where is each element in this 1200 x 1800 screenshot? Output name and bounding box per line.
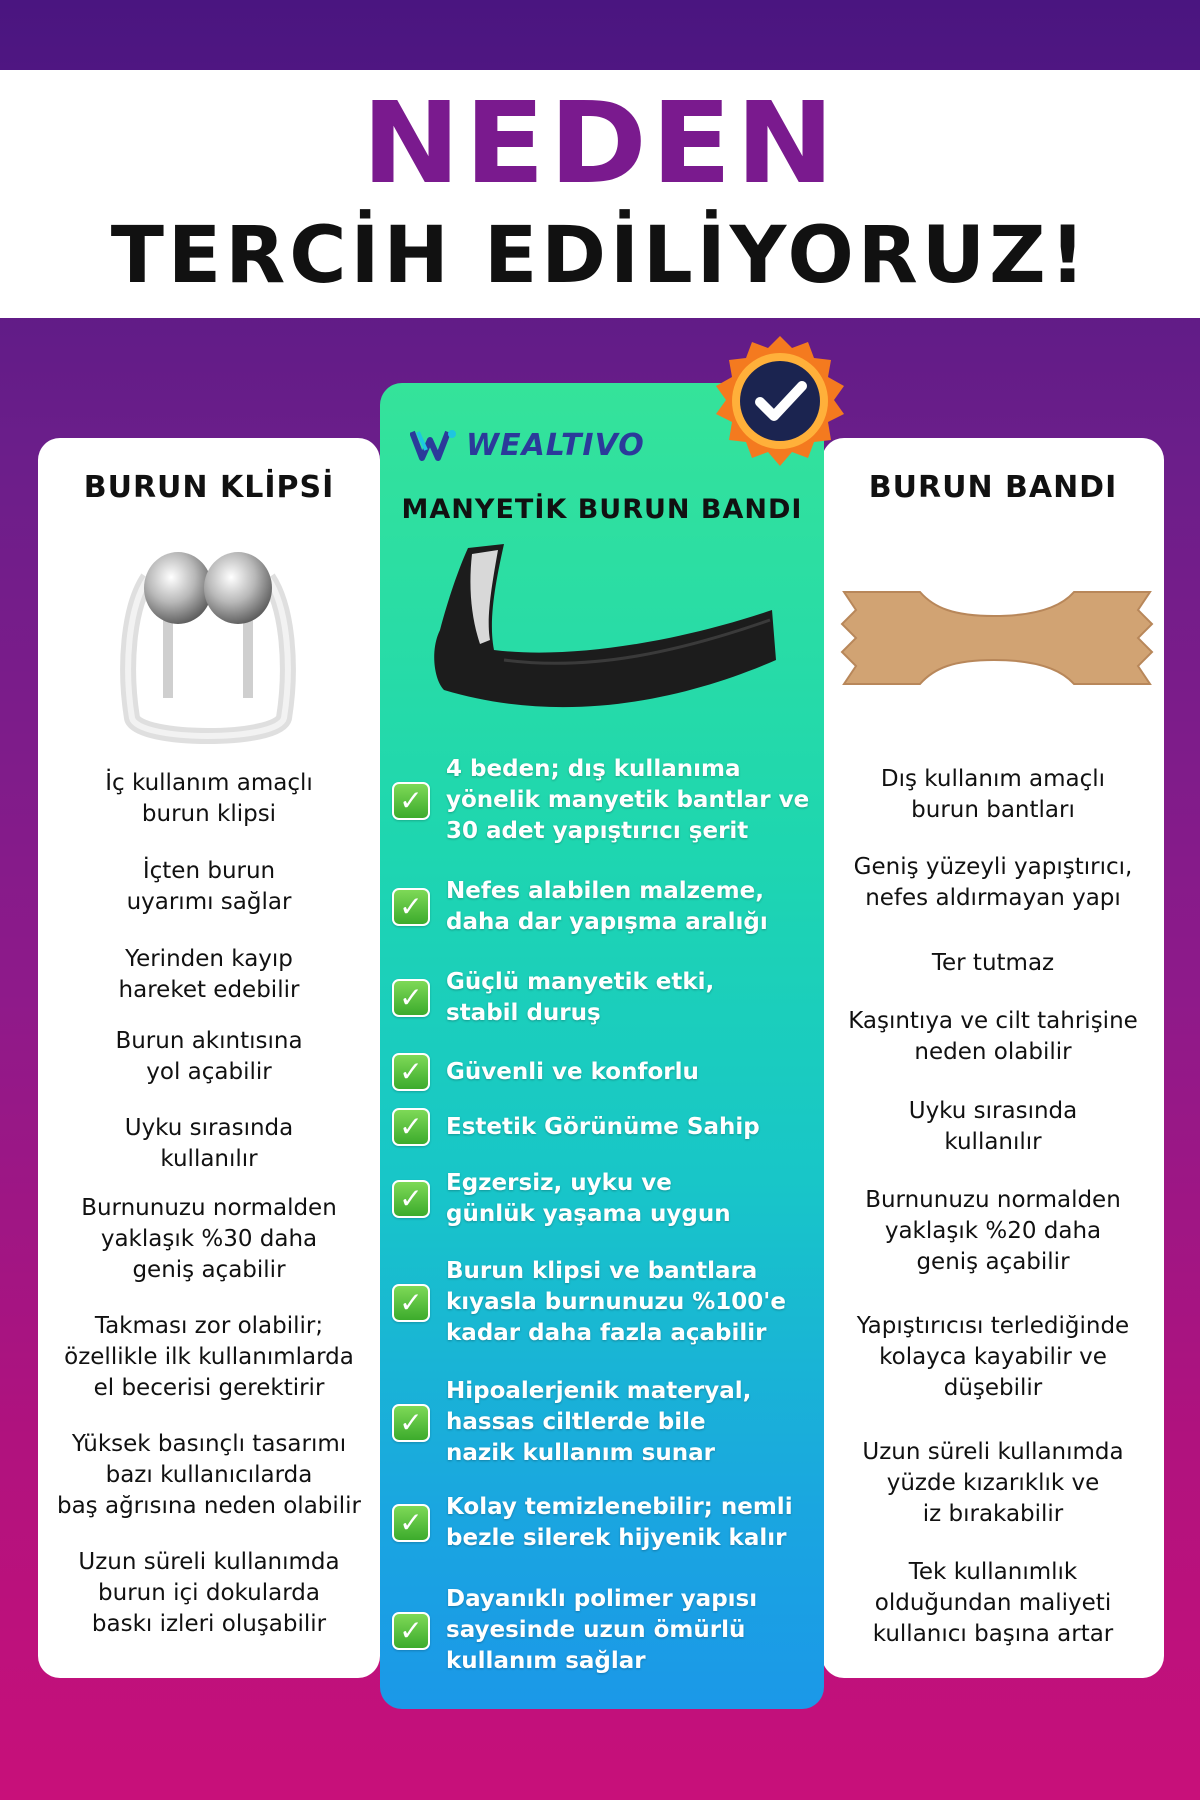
middle-feature-text: Güvenli ve konforlu: [446, 1058, 699, 1085]
left-feature-1: İç kullanım amaçlı burun klipsi: [105, 770, 313, 827]
green-check-icon: ✓: [392, 1612, 430, 1650]
middle-feature-text: 4 beden; dış kullanıma yönelik manyetik bantlar ve 30 adet yapıştırıcı şerit: [446, 756, 810, 844]
checkmark-badge-icon: [706, 332, 854, 480]
green-check-icon: ✓: [392, 979, 430, 1017]
green-check-icon: ✓: [392, 1053, 430, 1091]
wealtivo-logo-icon: [410, 428, 458, 462]
middle-feature-3: [392, 967, 812, 1029]
green-check-icon: ✓: [392, 1284, 430, 1322]
brand-name: WEALTIVO: [466, 427, 645, 463]
right-feature-6: Burnunuzu normalden yaklaşık %20 daha geniş açabilir: [865, 1187, 1121, 1275]
nose-strip-image: [834, 588, 1160, 688]
green-check-icon: ✓: [392, 1108, 430, 1146]
middle-column-heading: MANYETİK BURUN BANDI: [401, 494, 803, 525]
right-feature-9: Tek kullanımlık olduğundan maliyeti kullanıcı başına artar: [872, 1559, 1114, 1647]
right-feature-7: Yapıştırıcısı terlediğinde kolayca kayabilir ve düşebilir: [856, 1313, 1130, 1401]
green-check-icon: ✓: [392, 1504, 430, 1542]
left-feature-9: Uzun süreli kullanımda burun içi dokularda baskı izleri oluşabilir: [78, 1549, 340, 1637]
middle-feature-text: Kolay temizlenebilir; nemli bezle silerek hijyenik kalır: [446, 1494, 793, 1551]
left-feature-6: Burnunuzu normalden yaklaşık %30 daha geniş açabilir: [81, 1195, 337, 1283]
left-feature-5: Uyku sırasında kullanılır: [124, 1115, 294, 1172]
right-feature-8: Uzun süreli kullanımda yüzde kızarıklık ve iz bırakabilir: [862, 1439, 1124, 1527]
green-check-icon: ✓: [392, 1404, 430, 1442]
middle-feature-2: [392, 876, 812, 938]
middle-feature-10: [392, 1584, 812, 1677]
middle-feature-text: Egzersiz, uyku ve günlük yaşama uygun: [446, 1170, 731, 1227]
middle-feature-7: [392, 1256, 812, 1349]
magnetic-nose-band-image: [424, 540, 784, 726]
middle-feature-5: [392, 1108, 812, 1146]
right-feature-3: Ter tutmaz: [931, 950, 1055, 976]
right-feature-4: Kaşıntıya ve cilt tahrişine neden olabilir: [848, 1008, 1138, 1065]
green-check-icon: ✓: [392, 1180, 430, 1218]
title-line-2: TERCİH EDİLİYORUZ!: [110, 211, 1090, 301]
left-feature-4: Burun akıntısına yol açabilir: [115, 1028, 303, 1085]
right-feature-1: Dış kullanım amaçlı burun bantları: [880, 766, 1106, 823]
left-feature-3: Yerinden kayıp hareket edebilir: [118, 946, 300, 1003]
title-line-1: NEDEN: [361, 77, 839, 209]
middle-feature-text: Nefes alabilen malzeme, daha dar yapışma aralığı: [446, 878, 768, 935]
left-feature-2: İçten burun uyarımı sağlar: [126, 858, 292, 915]
left-feature-7: Takması zor olabilir; özellikle ilk kullanımlarda el becerisi gerektirir: [64, 1313, 354, 1401]
middle-feature-1: [392, 754, 812, 847]
middle-feature-text: Burun klipsi ve bantlara kıyasla burnunuzu %100'e kadar daha fazla açabilir: [446, 1258, 786, 1346]
left-column-heading: BURUN KLİPSİ: [83, 470, 335, 505]
brand-logo: [410, 420, 645, 470]
left-feature-8: Yüksek basınçlı tasarımı bazı kullanıcılarda baş ağrısına neden olabilir: [56, 1431, 362, 1519]
right-feature-2: Geniş yüzeyli yapıştırıcı, nefes aldırmayan yapı: [853, 854, 1133, 911]
nose-clip-image: [118, 528, 298, 750]
middle-feature-6: [392, 1168, 812, 1230]
green-check-icon: ✓: [392, 782, 430, 820]
right-feature-5: Uyku sırasında kullanılır: [908, 1098, 1078, 1155]
middle-feature-text: Dayanıklı polimer yapısı sayesinde uzun ömürlü kullanım sağlar: [446, 1586, 758, 1674]
green-check-icon: ✓: [392, 888, 430, 926]
middle-feature-text: Güçlü manyetik etki, stabil duruş: [446, 969, 715, 1026]
middle-feature-9: [392, 1492, 812, 1554]
right-column-heading: BURUN BANDI: [868, 470, 1118, 505]
middle-feature-8: [392, 1376, 812, 1469]
middle-feature-text: Estetik Görünüme Sahip: [446, 1113, 760, 1140]
middle-feature-4: [392, 1053, 812, 1091]
middle-feature-text: Hipoalerjenik materyal, hassas ciltlerde bile nazik kullanım sunar: [446, 1378, 752, 1466]
